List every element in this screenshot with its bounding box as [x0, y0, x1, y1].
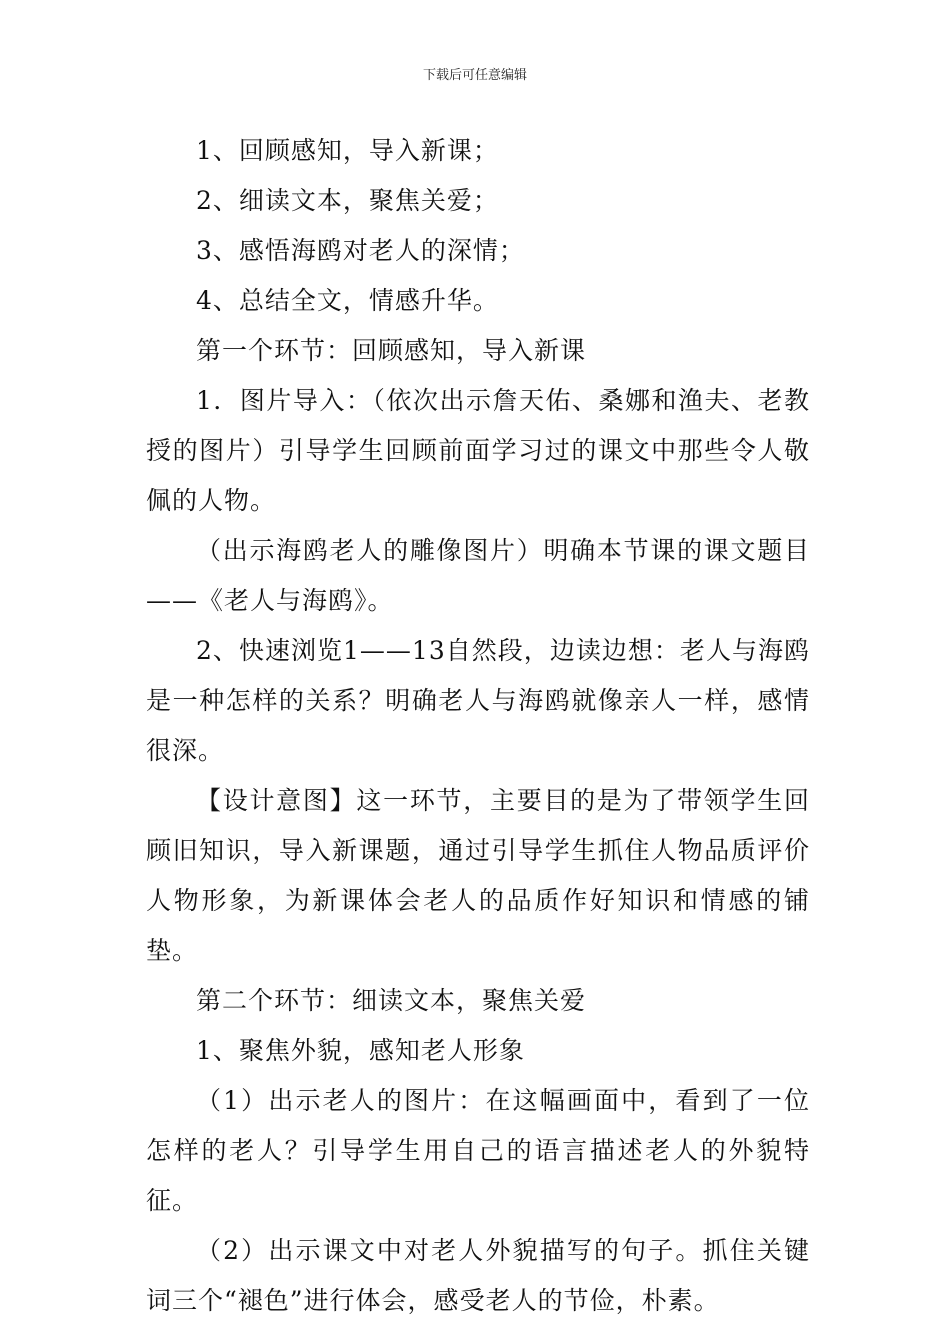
paragraph: 3、感悟海鸥对老人的深情；: [196, 236, 525, 265]
section-heading: 第二个环节：细读文本，聚焦关爱: [196, 986, 587, 1015]
paragraph: 4、总结全文，情感升华。: [196, 286, 499, 315]
section-heading: 第一个环节：回顾感知，导入新课: [196, 336, 587, 365]
document-body: [146, 126, 810, 1326]
paragraph: （出示海鸥老人的雕像图片）明确本节课的课文题目——《老人与海鸥》。: [146, 536, 810, 615]
paragraph: （1）出示老人的图片：在这幅画面中，看到了一位怎样的老人？引导学生用自己的语言描述老人的外貌特征。: [146, 1086, 810, 1215]
paragraph: 1、回顾感知，导入新课；: [196, 136, 499, 165]
paragraph: 【设计意图】这一环节，主要目的是为了带领学生回顾旧知识，导入新课题，通过引导学生抓住人物品质评价人物形象，为新课体会老人的品质作好知识和情感的铺垫。: [146, 786, 810, 965]
paragraph: （2）出示课文中对老人外貌描写的句子。抓住关键词三个“褪色”进行体会，感受老人的节俭，朴素。: [146, 1236, 810, 1315]
paragraph: 1、聚焦外貌，感知老人形象: [196, 1036, 525, 1065]
paragraph: 1．图片导入：（依次出示詹天佑、桑娜和渔夫、老教授的图片）引导学生回顾前面学习过的课文中那些令人敬佩的人物。: [146, 386, 810, 515]
paragraph: 2、细读文本，聚焦关爱；: [196, 186, 499, 215]
paragraph: 2、快速浏览1——13自然段，边读边想：老人与海鸥是一种怎样的关系？明确老人与海鸥就像亲人一样，感情很深。: [146, 636, 810, 765]
page-header: 下载后可任意编辑: [422, 68, 527, 83]
